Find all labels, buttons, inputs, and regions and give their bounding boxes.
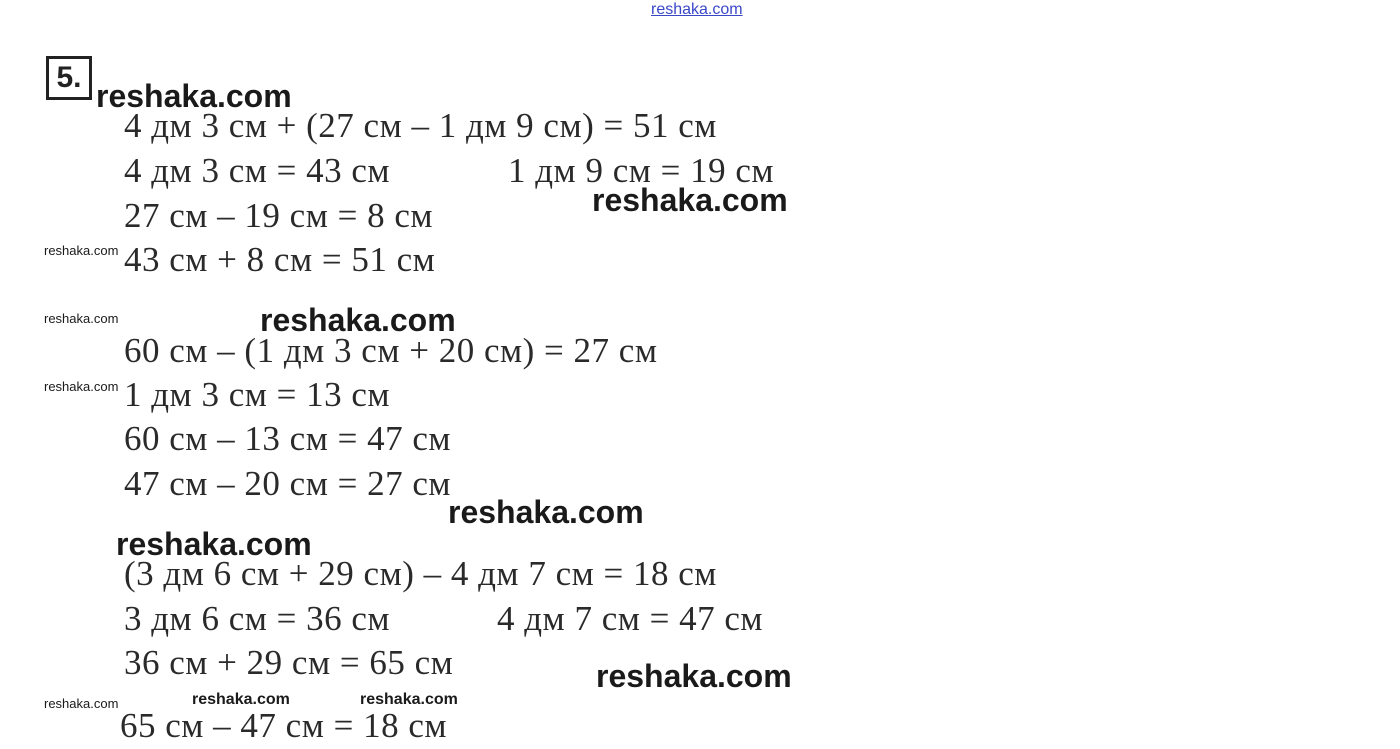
equation-line: 4 дм 7 см = 47 см [497, 599, 764, 638]
watermark: reshaka.com [192, 691, 290, 708]
watermark: reshaka.com [260, 302, 456, 338]
watermark: reshaka.com [44, 311, 119, 326]
watermark: reshaka.com [116, 526, 312, 562]
watermark: reshaka.com [44, 243, 119, 258]
equation-line: 60 см – 13 см = 47 см [124, 419, 452, 458]
equation-line: 1 дм 3 см = 13 см [124, 375, 391, 414]
watermark: reshaka.com [592, 182, 788, 218]
equation-line: 65 см – 47 см = 18 см [120, 706, 448, 745]
equation-line: 4 дм 3 см + (27 см – 1 дм 9 см) = 51 см [124, 106, 717, 145]
equation-line: 27 см – 19 см = 8 см [124, 196, 434, 235]
equation-line: 47 см – 20 см = 27 см [124, 464, 452, 503]
watermark: reshaka.com [448, 494, 644, 530]
equation-line: 43 см + 8 см = 51 см [124, 240, 436, 279]
equation-line: 3 дм 6 см = 36 см [124, 599, 391, 638]
watermark: reshaka.com [44, 696, 119, 711]
equation-line: 4 дм 3 см = 43 см [124, 151, 391, 190]
equation-line: (3 дм 6 см + 29 см) – 4 дм 7 см = 18 см [124, 554, 717, 593]
watermark: reshaka.com [96, 78, 292, 114]
watermark: reshaka.com [360, 691, 458, 708]
watermark: reshaka.com [596, 658, 792, 694]
equation-line: 1 дм 9 см = 19 см [508, 151, 775, 190]
site-link[interactable]: reshaka.com [651, 1, 743, 18]
task-number: 5. [46, 56, 92, 100]
equation-line: 36 см + 29 см = 65 см [124, 643, 454, 682]
equation-line: 60 см – (1 дм 3 см + 20 см) = 27 см [124, 331, 658, 370]
watermark: reshaka.com [44, 379, 119, 394]
